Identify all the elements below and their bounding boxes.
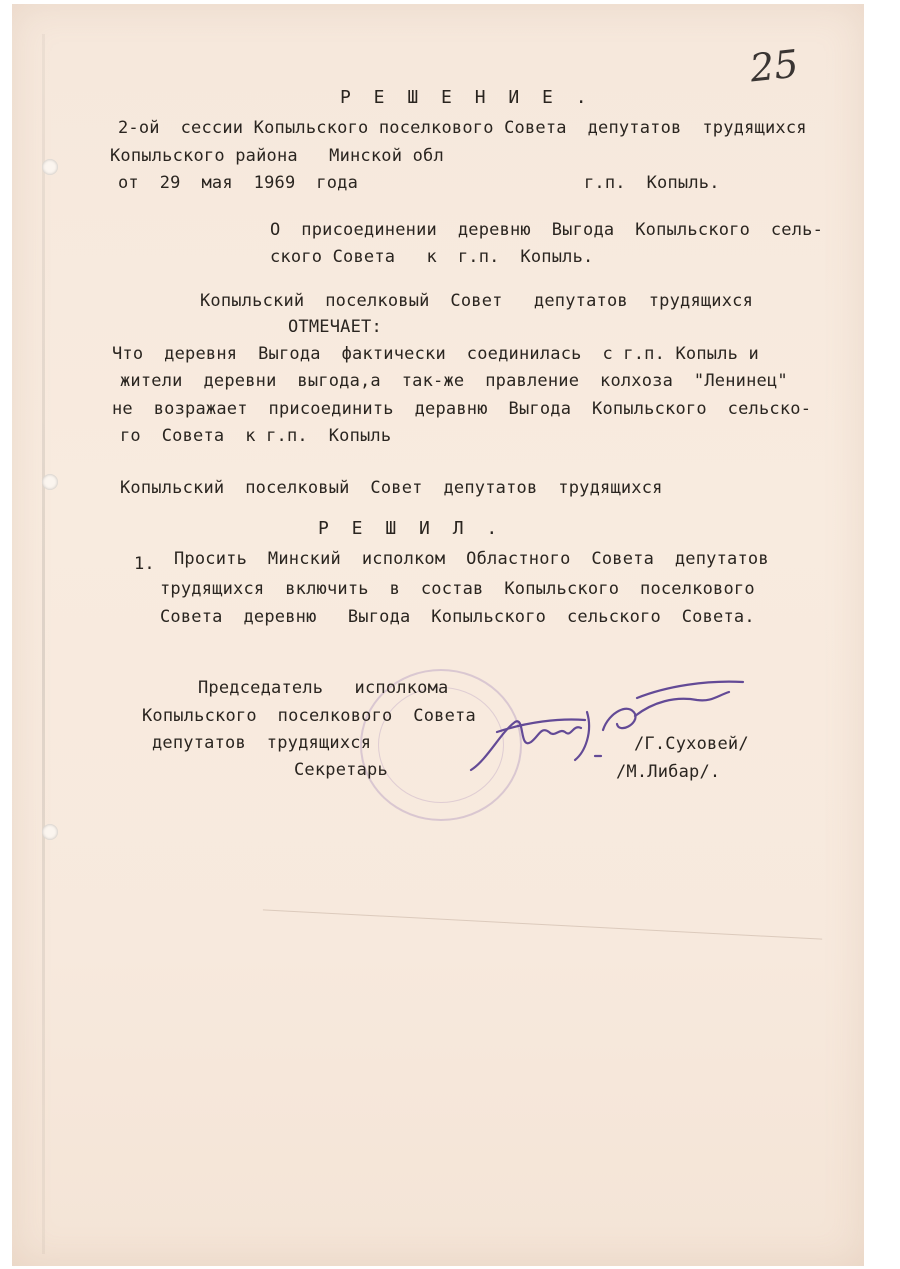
body-line: Что деревня Выгода фактически соединилась с г.п. Копыль и [112, 344, 759, 364]
item-line: трудящихся включить в состав Копыльского поселкового [160, 579, 755, 599]
intro-line: Копыльский поселковый Совет депутатов трудящихся [200, 291, 754, 311]
item-line: Просить Минский исполком Областного Совета депутатов [174, 549, 769, 569]
chairman-name: /Г.Суховей/ [634, 734, 749, 754]
secretary-name: /М.Либар/. [616, 762, 721, 782]
subject-line: ского Совета к г.п. Копыль. [270, 247, 594, 267]
document-page [12, 4, 864, 1266]
header-line: 2-ой сессии Копыльского поселкового Совета депутатов трудящихся [118, 118, 807, 138]
binding-hole [42, 824, 58, 840]
signature-title: Копыльского поселкового Совета [142, 706, 476, 726]
page-number: 25 [747, 41, 801, 91]
document-place: г.п. Копыль. [584, 173, 720, 193]
binding-hole [42, 159, 58, 175]
notes-label: ОТМЕЧАЕТ: [288, 317, 382, 337]
body-line: го Совета к г.п. Копыль [120, 426, 392, 446]
document-title: Р Е Ш Е Н И Е . [340, 87, 593, 108]
item-number: 1. [134, 554, 155, 574]
secretary-title: Секретарь [294, 760, 388, 780]
document-date: от 29 мая 1969 года [118, 173, 359, 193]
page-fold [42, 34, 45, 1254]
binding-hole [42, 474, 58, 490]
header-line: Копыльского района Минской обл [110, 146, 444, 166]
paper-crease [262, 909, 822, 959]
signature-title: Председатель исполкома [198, 678, 449, 698]
body-line: жители деревни выгода,а так-же правление колхоза "Ленинец" [120, 371, 788, 391]
decided-label: Р Е Ш И Л . [318, 518, 504, 539]
subject-line: О присоединении деревню Выгода Копыльского сель- [270, 220, 824, 240]
body-line: не возражает присоединить деравню Выгода Копыльского сельско- [112, 399, 812, 419]
item-line: Совета деревню Выгода Копыльского сельского Совета. [160, 607, 755, 627]
signature-title: депутатов трудящихся [152, 733, 372, 753]
council-line: Копыльский поселковый Совет депутатов трудящихся [120, 478, 663, 498]
